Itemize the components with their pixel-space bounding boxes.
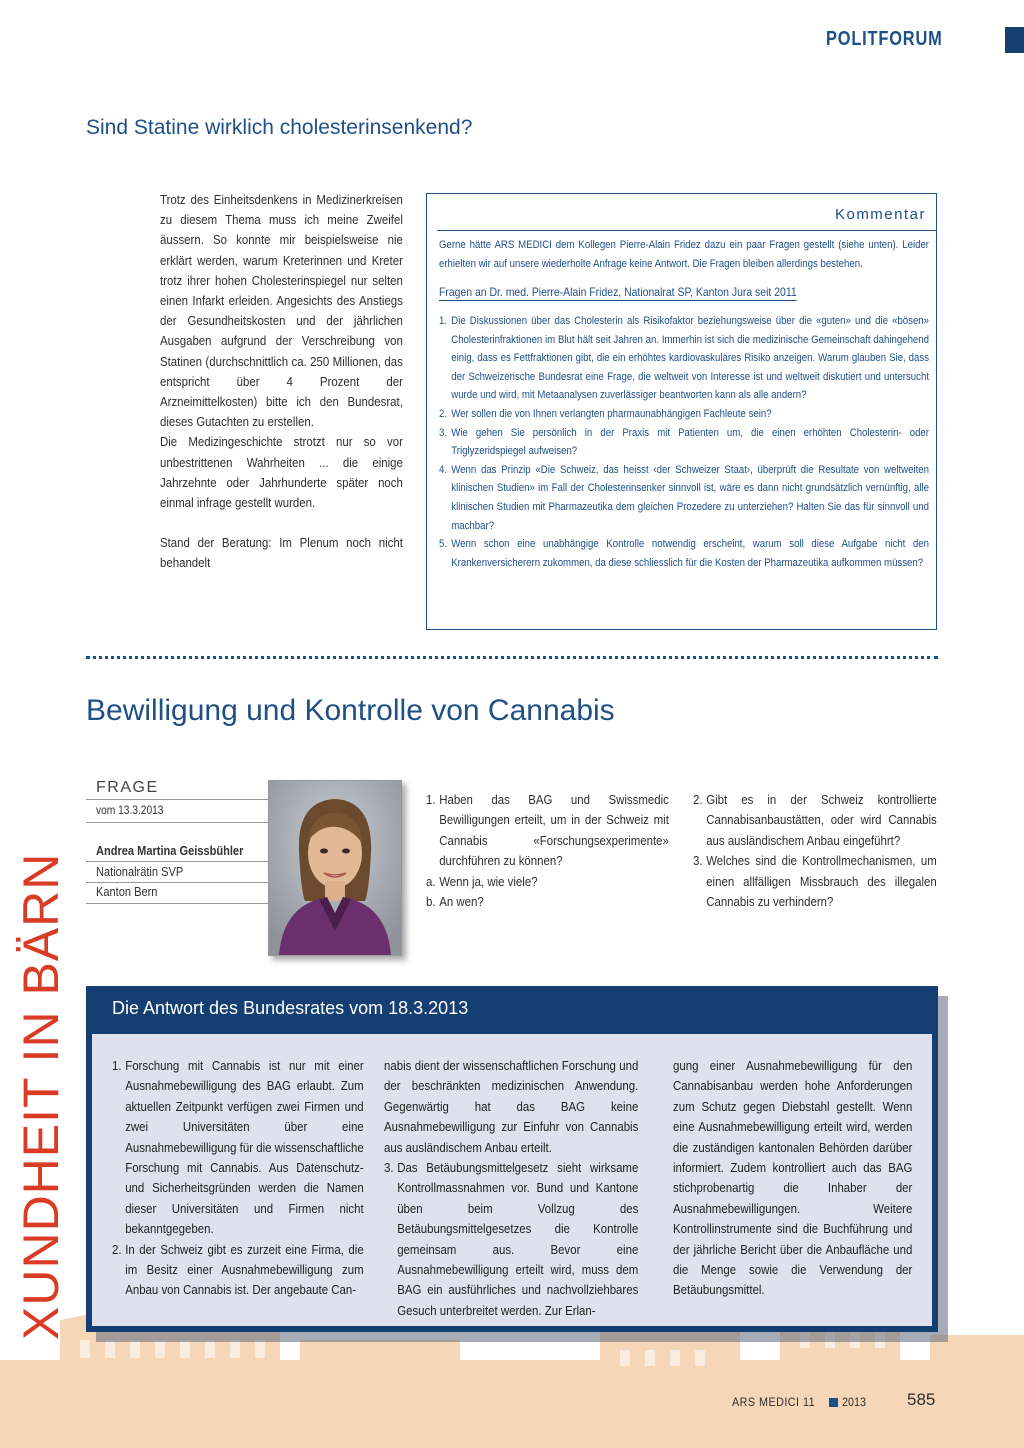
answer-column-1	[112, 1056, 364, 1301]
frage-role: Nationalrätin SVP	[96, 864, 184, 879]
footer-year: 2013	[842, 1395, 867, 1409]
kommentar-box	[426, 193, 937, 630]
paragraph: Die Medizingeschichte strotzt nur so vor unbestrittenen Wahrheiten ... die einige Jahrzehnte oder Jahrhunderte später noch einmal infrage gestellt wurden.	[160, 434, 403, 511]
list-item: b. An wen?	[426, 894, 484, 910]
list-item: 1. Haben das BAG und Swissmedic Bewilligungen erteilt, um in der Schweiz mit Cannabis «Forschungsexperimente» durchführen zu können?	[426, 792, 669, 869]
list-item: 4. Wenn das Prinzip «Die Schweiz, das heisst ‹der Schweizer Staat›, überprüft die Resultate von weltweiten klinischen Studien» im Fall der Cholesterinsenker sinnvoll ist, wäre es dann nicht grundsätzlich vernünftig, alle klinischen Studien mit Pharmazeutika dem gleichen Prozedere zu unterziehen? Halten Sie das für sinnvoll und machbar?	[439, 463, 929, 532]
article-title-statine: Sind Statine wirklich cholesterinsenkend?	[86, 116, 473, 139]
section-label: POLITFORUM	[826, 28, 943, 50]
question-column-1	[426, 790, 669, 912]
divider	[86, 822, 268, 823]
list-item: 5. Wenn schon eine unabhängige Kontrolle notwendig erscheint, warum soll diese Aufgabe nicht den Krankenversicherern zukommen, da diese schliesslich für die Kosten der Pharmazeutika aufkommen müssen?	[439, 538, 929, 569]
list-item: 2. In der Schweiz gibt es zurzeit eine Firma, die im Besitz einer Ausnahmebewilligung zum Anbau von Cannabis ist. Der angebaute Can-	[112, 1241, 364, 1298]
status-paragraph: Stand der Beratung: Im Plenum noch nicht behandelt	[160, 535, 403, 571]
answer-column-2	[384, 1056, 638, 1321]
footer-square-icon	[829, 1398, 838, 1407]
divider	[86, 903, 268, 904]
paragraph: gung einer Ausnahmebewilligung für den Cannabisanbau werden hohe Anforderungen zum Schutz gegen Diebstahl gestellt. Wenn eine Ausnahmebewilligung erteilt wird, werden die zuständigen kantonalen Behörden darüber informiert. Zudem kontrolliert auch das BAG stichprobenartig die Inhaber der Ausnahmebewilligungen. Weitere Kontrollinstrumente sind die Buchführung und der jährliche Bericht über die Anbaufläche und die Menge sowie die Verwendung der Betäubungsmittel.	[673, 1058, 913, 1298]
frage-date: vom 13.3.2013	[96, 803, 164, 817]
question-column-2	[693, 790, 937, 912]
frage-canton: Kanton Bern	[96, 884, 158, 899]
side-vertical-title: XUNDHEIT IN BÄRN	[13, 852, 69, 1340]
list-item: 3. Welches sind die Kontrollmechanismen, um einen allfälligen Missbrauch des illegalen Cannabis zu verhindern?	[693, 853, 937, 910]
frage-label: FRAGE	[96, 779, 159, 796]
list-item: 3. Das Betäubungsmittelgesetz sieht wirksame Kontrollmassnahmen vor. Bund und Kantone üben beim Vollzug des Betäubungsmittelgesetzes die Kontrolle gemeinsam aus. Bevor eine Ausnahmebewilligung erteilt wird, muss dem BAG ein ausführliches und nachvollziehbares Gesuch unterbreitet werden. Zur Erlan-	[384, 1160, 639, 1318]
divider	[86, 882, 268, 883]
list-item: 1. Die Diskussionen über das Cholesterin als Risikofaktor beziehungsweise über die «guten» und die «bösen» Cholesterinfraktionen im Blut hält seit Jahren an. Immerhin ist sich die medizinische Gemeinschaft dahingehend einig, dass es Fettfraktionen gibt, die ein erhöhtes kardiovaskuläres Risiko anzeigen. Warum glauben Sie, dass der Schweizerische Bundesrat eine Frage, die weltweit von Interesse ist und weltweit diskutiert und untersucht wurde und wird, mit Metaanalysen zuverlässiger beantworten kann als alle andern?	[439, 315, 929, 402]
article-title-cannabis: Bewilligung und Kontrolle von Cannabis	[86, 694, 615, 727]
divider	[86, 861, 268, 862]
list-item: 2. Wer sollen die von Ihnen verlangten pharmaunabhängigen Fachleute sein?	[439, 407, 772, 420]
section-marker	[1005, 27, 1024, 53]
answer-title: Die Antwort des Bundesrates vom 18.3.2013	[112, 998, 469, 1018]
paragraph: Trotz des Einheitsdenkens in Medizinerkreisen zu diesem Thema muss ich meine Zweifel äussern. So konnte mir beispielsweise nie erklärt werden, warum Kreterinnen und Kreter trotz ihrer hohen Cholesterinspiegel nur selten einen Infarkt erleiden. Angesichts des Anstiegs der Gesundheitskosten und der jährlichen Ausgaben aufgrund der Verschreibung von Statinen (durchschnittlich ca. 250 Millionen, das entspricht über 4 Prozent der Arzneimittelkosten) bitte ich den Bundesrat, dieses Gutachten zu erstellen.	[160, 192, 403, 430]
author-portrait	[268, 780, 402, 956]
list-item: 2. Gibt es in der Schweiz kontrollierte Cannabisanbaustätten, oder wird Cannabis aus ausländischem Anbau eingeführt?	[693, 792, 937, 848]
article-body-statine	[160, 190, 403, 574]
list-item: a. Wenn ja, wie viele?	[426, 873, 538, 889]
page-number: 585	[907, 1390, 936, 1409]
kommentar-heading: Kommentar	[834, 206, 926, 223]
kommentar-subheading: Fragen an Dr. med. Pierre-Alain Fridez, Nationalrat SP, Kanton Jura seit 2011	[439, 285, 797, 299]
kommentar-question-list	[439, 312, 929, 572]
answer-column-3	[673, 1056, 912, 1301]
paragraph: nabis dient der wissenschaftlichen Forschung und der beschränkten medizinischen Anwendung. Gegenwärtig hat das BAG keine Ausnahmebewilligung zur Einfuhr von Cannabis aus ausländischem Anbau erteilt.	[384, 1058, 639, 1155]
frage-author: Andrea Martina Geissbühler	[96, 843, 244, 858]
divider	[86, 799, 268, 800]
divider	[437, 230, 936, 231]
footer-magazine: ARS MEDICI 11	[732, 1395, 816, 1409]
dotted-separator	[86, 656, 938, 659]
list-item: 1. Forschung mit Cannabis ist nur mit einer Ausnahmebewilligung des BAG erlaubt. Zum aktuellen Zeitpunkt verfügen zwei Firmen und zwei Universitäten über eine Ausnahmebewilligung für die wissenschaftliche Forschung mit Cannabis. Aus Datenschutz- und Sicherheitsgründen werden die Namen dieser Universitäten und Firmen nicht bekanntgegeben.	[112, 1058, 364, 1237]
kommentar-intro: Gerne hätte ARS MEDICI dem Kollegen Pierre-Alain Fridez dazu ein paar Fragen gestellt (siehe unten). Leider erhielten wir auf unsere wiederholte Anfrage keine Antwort. Die Fragen bleiben allerdings bestehen.	[439, 239, 929, 270]
list-item: 3. Wie gehen Sie persönlich in der Praxis mit Patienten um, die einen erhöhten Cholesterin- oder Triglyzeridspiegel aufweisen?	[439, 426, 929, 458]
